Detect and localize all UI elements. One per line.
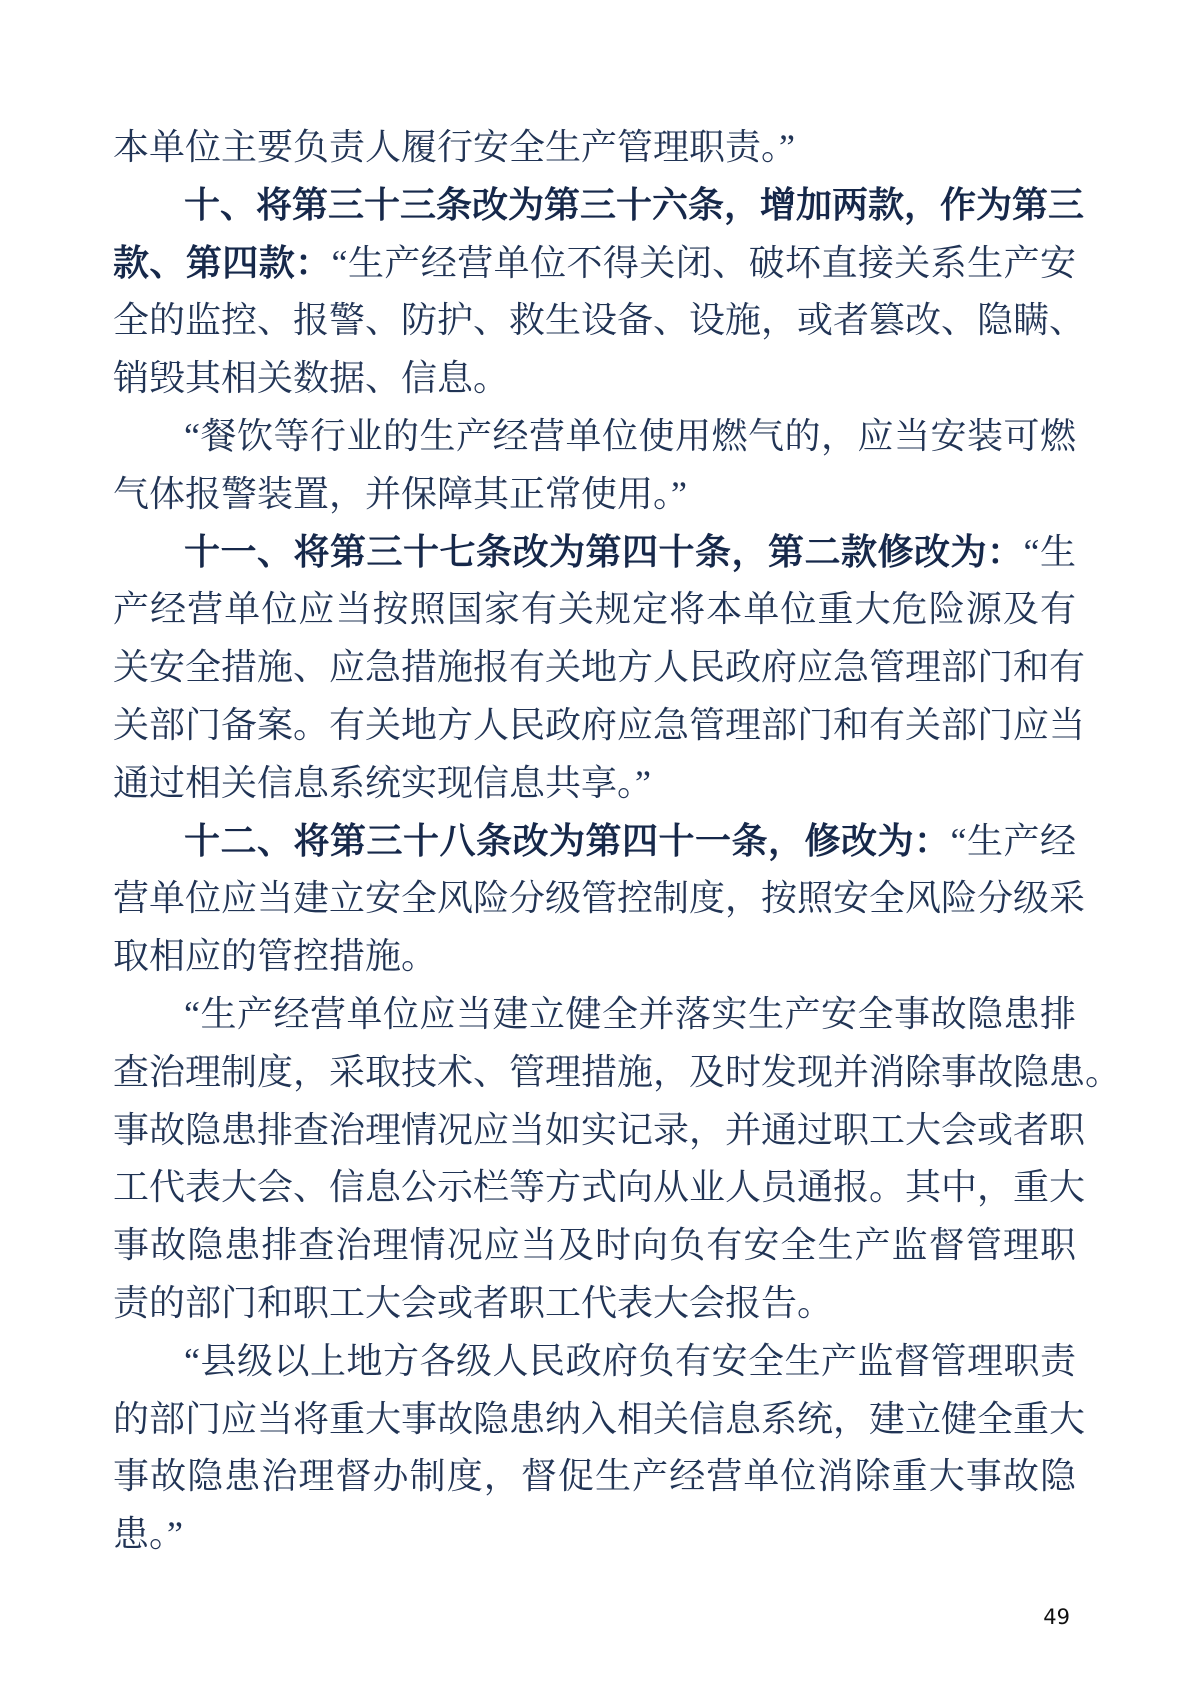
text-line xyxy=(113,235,1076,293)
text-line xyxy=(113,870,1086,928)
text-line xyxy=(113,813,1076,871)
body-text-run: “县级以上地方各级人民政府负有安全生产监督管理职责 xyxy=(184,1340,1076,1381)
text-line xyxy=(113,1044,1122,1102)
body-text-run: “生产经 xyxy=(950,820,1076,861)
text-line xyxy=(113,697,1086,755)
body-text-run: “生 xyxy=(1023,531,1076,572)
body-text-run: 查治理制度，采取技术、管理措施，及时发现并消除事故隐患。 xyxy=(113,1051,1122,1092)
page-number: 49 xyxy=(1043,1605,1070,1629)
body-text-run: “生产经营单位应当建立健全并落实生产安全事故隐患排 xyxy=(184,993,1076,1034)
text-line xyxy=(113,581,1076,639)
text-line xyxy=(113,1102,1086,1160)
text-line xyxy=(113,986,1076,1044)
text-line xyxy=(113,639,1086,697)
body-text-run: 关安全措施、应急措施报有关地方人民政府应急管理部门和有 xyxy=(113,647,1086,688)
text-line xyxy=(113,119,1076,177)
body-text-run: 责的部门和职工大会或者职工代表大会报告。 xyxy=(113,1282,834,1323)
body-text-run: 全的监控、报警、防护、救生设备、设施，或者篡改、隐瞒、 xyxy=(113,300,1086,341)
text-line xyxy=(113,1506,1076,1564)
text-line xyxy=(113,1333,1076,1391)
body-text-run: 取相应的管控措施。 xyxy=(113,936,438,977)
text-line xyxy=(113,1217,1076,1275)
body-text-run: “生产经营单位不得关闭、破坏直接关系生产安 xyxy=(331,242,1076,283)
text-line xyxy=(113,408,1076,466)
text-line xyxy=(113,1391,1086,1449)
body-text-run: 关部门备案。有关地方人民政府应急管理部门和有关部门应当 xyxy=(113,704,1086,745)
body-text-run: 工代表大会、信息公示栏等方式向从业人员通报。其中，重大 xyxy=(113,1167,1086,1208)
page-footer xyxy=(113,1600,1076,1634)
bold-heading-run: 十一、将第三十七条改为第四十条，第二款修改为： xyxy=(184,531,1024,573)
text-line xyxy=(113,292,1086,350)
text-line xyxy=(113,1448,1076,1506)
body-text-run: 销毁其相关数据、信息。 xyxy=(113,358,510,399)
body-text-run: 本单位主要负责人履行安全生产管理职责。” xyxy=(113,127,795,167)
body-text-run: 事故隐患排查治理情况应当及时向负有安全生产监督管理职 xyxy=(113,1225,1076,1266)
bold-heading-run: 款、第四款： xyxy=(113,242,332,284)
text-line xyxy=(113,1159,1086,1217)
text-line xyxy=(113,755,1076,813)
document-body xyxy=(113,119,1122,1564)
text-line xyxy=(113,466,1076,524)
body-text-run: 事故隐患排查治理情况应当如实记录，并通过职工大会或者职 xyxy=(113,1109,1086,1150)
body-text-run: 产经营单位应当按照国家有关规定将本单位重大危险源及有 xyxy=(113,589,1076,630)
body-text-run: 营单位应当建立安全风险分级管控制度，按照安全风险分级采 xyxy=(113,878,1086,919)
text-line xyxy=(113,928,1076,986)
body-text-run: 事故隐患治理督办制度，督促生产经营单位消除重大事故隐 xyxy=(113,1456,1076,1497)
bold-heading-run: 十二、将第三十八条改为第四十一条，修改为： xyxy=(184,820,951,862)
body-text-run: 的部门应当将重大事故隐患纳入相关信息系统，建立健全重大 xyxy=(113,1398,1086,1439)
text-line xyxy=(113,350,1076,408)
body-text-run: 气体报警装置，并保障其正常使用。” xyxy=(113,473,687,514)
body-text-run: 患。” xyxy=(113,1514,183,1555)
bold-heading-run: 十、将第三十三条改为第三十六条，增加两款，作为第三 xyxy=(184,184,1085,226)
body-text-run: “餐饮等行业的生产经营单位使用燃气的，应当安装可燃 xyxy=(184,415,1076,456)
text-line xyxy=(113,1275,1076,1333)
text-line xyxy=(113,177,1085,235)
body-text-run: 通过相关信息系统实现信息共享。” xyxy=(113,762,651,803)
text-line xyxy=(113,524,1076,582)
